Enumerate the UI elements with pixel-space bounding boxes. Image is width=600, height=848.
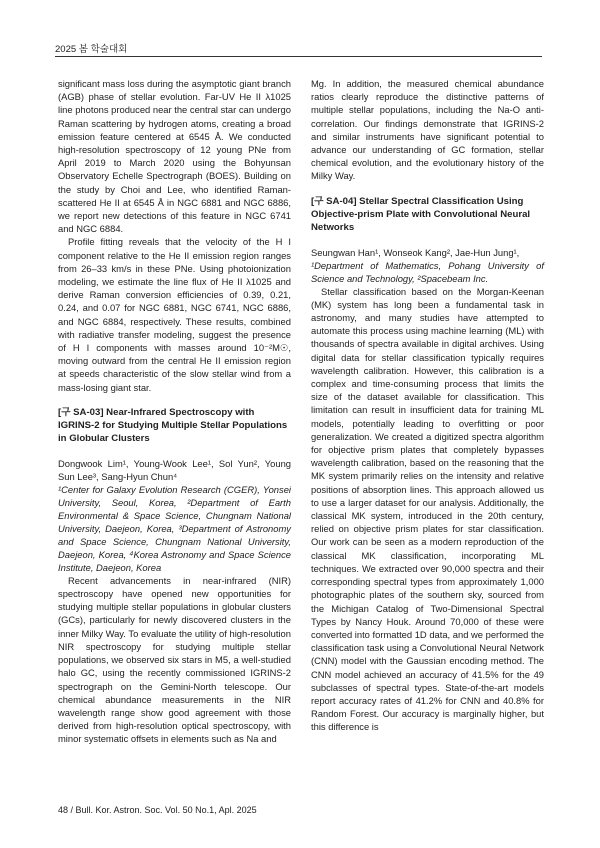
affiliations-sa04: ¹Department of Mathematics, Pohang University of Science and Technology, ²Spacebeam Inc. <box>311 259 544 284</box>
right-paragraph-1: Mg. In addition, the measured chemical abundance ratios clearly reproduce the distinctive patterns of multiple stellar populations, including the Na-O anti-correlation. Our findings demonstrate that IGRINS-2 and similar instruments have significant potential to advance our understanding of GC formation, stellar chemical evolution, and the evolutionary history of the Milky Way. <box>311 78 544 182</box>
page-footer: 48 / Bull. Kor. Astron. Soc. Vol. 50 No.1, Apl. 2025 <box>58 805 257 815</box>
authors-sa03: Dongwook Lim¹, Young-Wook Lee¹, Sol Yun², Young Sun Lee³, Sang-Hyun Chun⁴ <box>58 457 291 482</box>
header-rule <box>55 56 542 57</box>
authors-sa04: Seungwan Han¹, Wonseok Kang², Jae-Hun Jung¹, <box>311 246 520 258</box>
right-paragraph-2: Stellar classification based on the Morgan-Keenan (MK) system has long been a fundamental task in astronomy, and many studies have attempted to automate this process using machine learning (ML) with thousands of spectra available in digital archives. Using digital data for stellar classification typically requires wavelength calibration. However, this calibration is a complex and time-consuming process that limits the size of the dataset available for classification. This limitation can result in insufficient data for training ML models, potentially leading to overfitting or poor generalization. We created a digitized spectra algorithm for objective prism plates that completely bypasses wavelength calibration, based on the reasoning that the MK system primarily relies on the intensity and relative positions of absorption lines. This approach allowed us to use a larger dataset for our analysis. Additionally, the classical MK system, introduced in the 20th century, relied on objective prism plates for star classification. Our work can be seen as a modern reproduction of the classical MK classification, incorporating ML techniques. We extracted over 90,000 spectra and their corresponding spectral types from approximately 1,000 photographic plates of the southern sky, sourced from the Michigan Catalog of Two-Dimensional Spectral Types by Nancy Houk. Around 70,000 of these were converted into formatted 1D data, and we performed the classification task using a Convolutional Neural Network (CNN) model with the Gaussian encoding method. The CNN model achieved an accuracy of 41.5% for the 49 subclasses of spectral types. State-of-the-art models report accuracy rates of 41.2% for CNN and 40.8% for Random Forest. Our accuracy is marginally higher, but this difference is <box>311 285 544 733</box>
section-title-sa04: [구 SA-04] Stellar Spectral Classification Using Objective-prism Plate with Convolutional Neural Networks <box>311 195 531 233</box>
right-column <box>311 77 544 734</box>
left-paragraph-3: Recent advancements in near-infrared (NIR) spectroscopy have opened new opportunities for studying multiple stellar populations in globular clusters (GCs), particularly for newly discovered clusters in the inner Milky Way. To evaluate the utility of high-resolution NIR spectroscopy for studying multiple stellar populations, we observed six stars in M5, a well-studied halo GC, using the recently commissioned IGRINS-2 spectrograph on the Gemini-North telescope. Our chemical abundance measurements in the NIR wavelength range show good agreement with those derived from high-resolution optical spectroscopy, with minor systematic offsets in elements such as Na and <box>58 574 291 745</box>
left-paragraph-1: significant mass loss during the asymptotic giant branch (AGB) phase of stellar evolution. Far-UV He II λ1025 line photons produced near the central star can undergo Raman scattering by hydrogen atoms, creating a broad emission feature centered at 6545 Å. We conducted high-resolution spectroscopy of 12 young PNe from April 2019 to March 2020 using the Bohyunsan Observatory Echelle Spectrograph (BOES). Building on the study by Choi and Lee, who identified Raman-scattered He II at 6545 Å in NGC 6881 and NGC 6886, we report new detections of this feature in NGC 6741 and NGC 6884. <box>58 78 291 235</box>
running-header: 2025 봄 학술대회 <box>55 44 128 55</box>
section-title-sa03: [구 SA-03] Near-Infrared Spectroscopy with IGRINS-2 for Studying Multiple Stellar Populations in Globular Clusters <box>58 406 288 444</box>
left-paragraph-2: Profile fitting reveals that the velocity of the H I component relative to the He II emission region ranges from 26–33 km/s in these PNe. Using photoionization modeling, we estimate the line flux of He II λ1025 and derive Raman conversion efficiencies of 0.39, 0.21, 0.24, and 0.07 for NGC 6881, NGC 6741, NGC 6886, and NGC 6884, respectively. These results, combined with radiative transfer modeling, suggest the presence of H I components with masses around 10⁻²M☉, moving outward from the central He II emission region at speeds characteristic of the slow stellar wind from a mass-losing giant star. <box>58 236 291 393</box>
affiliations-sa03: ¹Center for Galaxy Evolution Research (CGER), Yonsei University, Seoul, Korea, ²Department of Earth Environmental & Space Science, Chungnam National University, Daejeon, Korea, ³Department of Astronomy and Space Science, Chungnam National University, Daejeon, Korea, ⁴Korea Astronomy and Space Science Institute, Daejeon, Korea <box>58 483 291 573</box>
left-column <box>58 77 291 746</box>
